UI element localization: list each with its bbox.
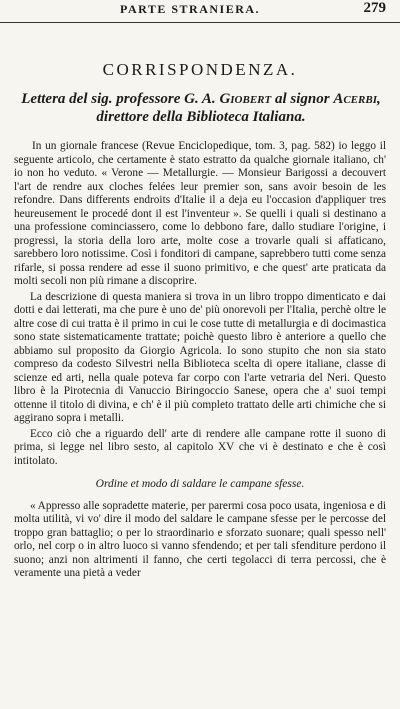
page-number: 279 — [363, 0, 386, 16]
letter-author-name: Giobert — [219, 91, 272, 107]
paragraph-2: La descrizione di questa maniera si trova in un libro troppo dimenticato e dai dotti e dai letterati, ma che pure è uno de' più onorevoli per l'Italia, perchè oltre le altre cose di cui tratta è il primo in cui le cose tutte di metallurgia e di docimastica sono state sistematicamente trattate; poichè questo libro è anteriore a quello che abbiamo sul proposito da Giorgio Agricola. Io sono stupito che non sia stato compreso da codesto Silvestri nella Biblioteca scelta di opere italiane, classe di scienze ed arti, nella quale poteva far corpo con l'arte vetraria del Neri. Questo libro è la Pirotecnia di Vanuccio Biringoccio Sanese, opera che a' suoi tempi ottenne il titolo di divina, e ch' è il più completo trattato delle arti chimiche che si aggirano sopra i metalli. — [14, 290, 386, 424]
paragraph-1: In un giornale francese (Revue Enciclopedique, tom. 3, pag. 582) io leggo il seguente articolo, che certamente è stato estratto da qualche giornale italiano, ch' io non ho veduto. « Verone — Metallurgie. — Monsieur Barigossi a decouvert l'art de rendre aux cloches felées leur premier son, sans avoir besoin de les refondre. Dans differents endroits d'Italie il a deja eu l'occasion d'appliquer tres heureusement le procedé dont il est l'inventeur ». Se quelli i quali si destinano a una professione cominciassero, come lo debbono fare, dallo studiare l'origine, i progressi, la storia della loro arte, molte cose a trovarle quali si affaticano, sarebbero loro notissime. Così i fonditori di campane, saprebbero tutti come senza rifarle, si possa rendere ad esse il suono primitivo, e che quest' arte praticata da molti secoli non più rimane a discoprire. — [14, 140, 386, 287]
running-title: PARTE STRANIERA. — [120, 2, 261, 16]
letter-title — [16, 90, 386, 126]
quote-mark: « — [30, 499, 36, 512]
letter-title-suffix: , direttore della Biblioteca Italiana. — [96, 91, 381, 125]
quote-paragraph — [14, 500, 386, 581]
letter-title-prefix: Lettera del sig. professore G. A. — [21, 91, 220, 107]
quote-text: Appresso alle sopradette materie, per parermi cosa poco usata, ingeniosa e di molta utilità, vi vo' dire il modo del saldare le campane sfesse per le percosse del troppo gran battaglio; o per lo straordinario e sforzato suonare; quali spesso nell' orlo, nel corp o in altro luoco si vanno sfendendo; et per tali sfenditure perdono il suono; anzi non altrimenti il fanno, che certi tegolacci di terra percossi, che è veramente una pietà a veder — [14, 499, 386, 579]
body-text — [14, 140, 386, 583]
subheading: Ordine et modo di saldare le campane sfesse. — [95, 478, 305, 490]
letter-recipient-name: Acerbi — [333, 91, 377, 107]
section-title: CORRISPONDENZA. — [102, 60, 298, 79]
letter-title-middle: al signor — [271, 91, 334, 107]
paragraph-3: Ecco ciò che a riguardo dell' arte di rendere alle campane rotte il suono di prima, si legge nel libro sesto, al capitolo XV che vi è destinato e che è così intitolato. — [14, 427, 386, 467]
running-head — [0, 0, 400, 23]
